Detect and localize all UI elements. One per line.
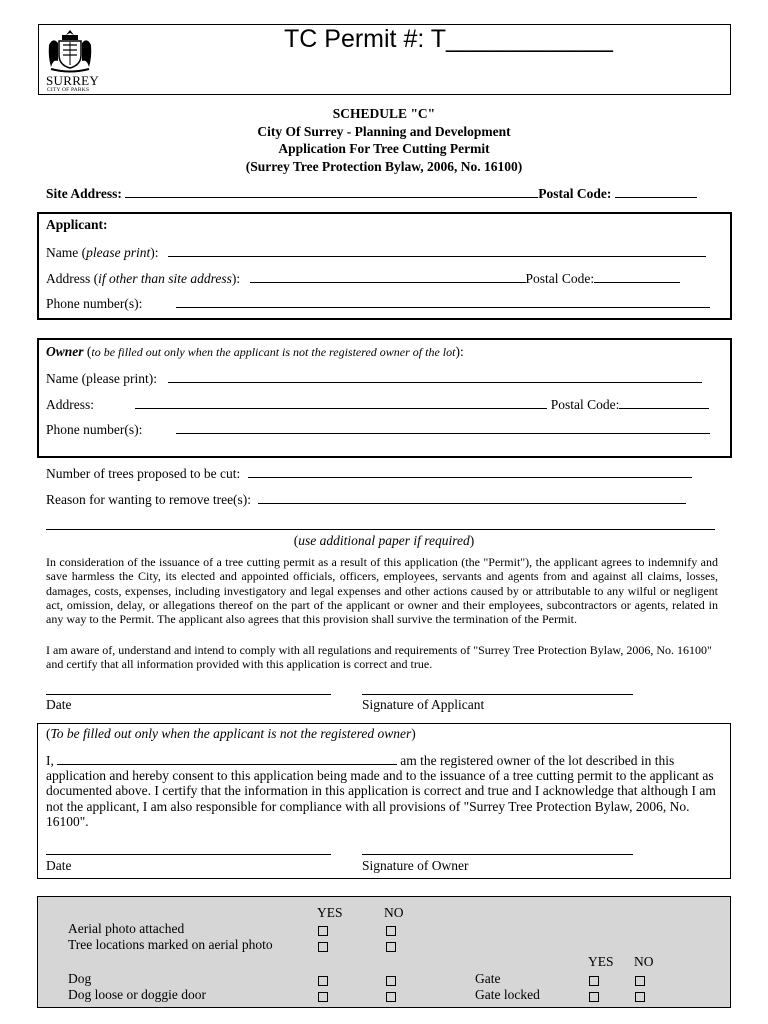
- no-header-right: NO: [634, 954, 654, 969]
- dog-loose-no-checkbox[interactable]: [386, 992, 396, 1002]
- paper-note-text: use additional paper if required: [298, 533, 470, 548]
- tree-locations-yes-checkbox[interactable]: [318, 942, 328, 952]
- owner-phone-row: [46, 420, 710, 438]
- owner-box: [37, 338, 732, 458]
- checklist-item-tree-locations: Tree locations marked on aerial photo: [68, 937, 273, 952]
- applicant-phone-label: Phone number(s):: [46, 296, 143, 311]
- checklist-item-dog: Dog: [68, 971, 92, 986]
- owner-consent-statement: [46, 751, 722, 829]
- owner-note-open: (: [83, 344, 92, 359]
- indemnity-paragraph: In consideration of the issuance of a tree cutting permit as a result of this application (the "Permit"), the applicant agrees to indemnify and save harmless the City, its elected and appointed officials, officers, employees, servants and agents from and against all claims, losses, damages, costs, expenses, including investigatory and legal expenses and other actions caused by or attributable to any wilful or negligent act, omission, delay, or allegations thereof on the part of the applicant or owner and their employees, subcontractors or agents, related in any way to the Permit. The applicant also agrees that this provision shall survive the termination of the Permit.: [46, 555, 718, 627]
- owner-postal-field[interactable]: [619, 395, 709, 409]
- applicant-phone-row: [46, 294, 710, 312]
- checklist-item-gate: Gate: [475, 971, 501, 986]
- applicant-heading: Applicant:: [46, 217, 108, 232]
- gate-locked-no-checkbox[interactable]: [635, 992, 645, 1002]
- gate-locked-yes-checkbox[interactable]: [589, 992, 599, 1002]
- owner-name-label: Name (please print):: [46, 371, 157, 386]
- applicant-address-colon: ):: [231, 271, 241, 286]
- owner-consent-box: [37, 723, 731, 879]
- site-address-field[interactable]: [125, 184, 538, 198]
- applicant-name-field[interactable]: [168, 243, 706, 257]
- logo-subtext: CITY OF PARKS: [47, 87, 90, 93]
- applicant-postal-label: Postal Code:: [525, 271, 595, 286]
- site-postal-field[interactable]: [615, 184, 697, 198]
- owner-heading-row: [46, 344, 464, 360]
- yes-header-right: YES: [588, 954, 614, 969]
- dog-yes-checkbox[interactable]: [318, 976, 328, 986]
- tree-reason-extra-line[interactable]: [46, 517, 715, 530]
- applicant-address-field[interactable]: [250, 269, 526, 283]
- permit-number-label: TC Permit #: T____________: [284, 25, 613, 53]
- tree-count-label: Number of trees proposed to be cut:: [46, 466, 241, 481]
- owner-heading: Owner: [46, 344, 84, 359]
- owner-address-field[interactable]: [135, 395, 547, 409]
- office-checklist-box: [37, 896, 731, 1008]
- applicant-phone-field[interactable]: [176, 294, 710, 308]
- owner-note: to be filled out only when the applicant is not the registered owner of the lot: [91, 345, 456, 359]
- applicant-signature-label: Signature of Applicant: [362, 697, 485, 712]
- no-header-left: NO: [384, 905, 404, 920]
- owner-date-line[interactable]: [46, 854, 331, 855]
- paper-note-close: ): [469, 533, 475, 548]
- applicant-name-label: Name (: [46, 245, 87, 260]
- additional-paper-note: [0, 533, 768, 549]
- applicant-date-line[interactable]: [46, 694, 331, 695]
- aerial-photo-no-checkbox[interactable]: [386, 926, 396, 936]
- owner-name-row: [46, 369, 702, 387]
- paper-note-open: (: [293, 533, 299, 548]
- applicant-box: [37, 212, 732, 320]
- title-bylaw: (Surrey Tree Protection Bylaw, 2006, No. 16100): [245, 158, 523, 174]
- schedule-title: [0, 105, 768, 175]
- title-application: Application For Tree Cutting Permit: [278, 141, 490, 156]
- compliance-paragraph: I am aware of, understand and intend to comply with all regulations and requirements of "Surrey Tree Protection Bylaw, 2006, No. 16100" and certify that all information provided with this application is correct and true.: [46, 643, 712, 672]
- owner-phone-label: Phone number(s):: [46, 422, 143, 437]
- tree-count-field[interactable]: [248, 464, 692, 478]
- owner-name-field[interactable]: [168, 369, 702, 383]
- owner-address-label: Address:: [46, 397, 94, 412]
- consent-note-text: To be filled out only when the applicant is not the registered owner: [50, 726, 412, 741]
- owner-signature-label: Signature of Owner: [362, 858, 469, 873]
- checklist-item-gate-locked: Gate locked: [475, 987, 540, 1002]
- owner-address-row: [46, 395, 709, 413]
- applicant-name-hint: please print: [86, 245, 151, 260]
- applicant-postal-field[interactable]: [594, 269, 680, 283]
- yes-header-left: YES: [317, 905, 343, 920]
- applicant-name-colon: ):: [150, 245, 159, 260]
- owner-consent-note: [46, 726, 416, 742]
- site-address-row: [46, 184, 697, 202]
- consent-owner-name-field[interactable]: [57, 751, 397, 765]
- dog-loose-yes-checkbox[interactable]: [318, 992, 328, 1002]
- owner-phone-field[interactable]: [176, 420, 710, 434]
- owner-note-close: ):: [455, 344, 464, 359]
- applicant-address-hint: if other than site address: [98, 271, 232, 286]
- site-address-label: Site Address:: [46, 186, 122, 201]
- consent-statement-first: am the registered owner of the lot described in this: [400, 753, 675, 768]
- tree-reason-field[interactable]: [258, 490, 686, 504]
- city-crest-logo: [45, 27, 95, 73]
- permit-header-box: [38, 24, 731, 95]
- logo-text: SURREY: [46, 73, 100, 88]
- checklist-item-aerial-photo: Aerial photo attached: [68, 921, 185, 936]
- tree-reason-row: [46, 490, 686, 508]
- owner-postal-label: Postal Code:: [550, 397, 620, 412]
- tree-locations-no-checkbox[interactable]: [386, 942, 396, 952]
- title-department: City Of Surrey - Planning and Development: [257, 123, 511, 139]
- applicant-date-label: Date: [46, 697, 72, 712]
- consent-i-label: I,: [46, 753, 54, 768]
- consent-statement-rest: application and hereby consent to this application being made and to the issuance of a tree cutting permit to the applicant as documented above. I certify that the information in this application is correct and true and I acknowledge that although I am not the applicant, I am also responsible for compliance with all provisions of "Surrey Tree Protection Bylaw, 2006, No. 16100".: [46, 768, 716, 829]
- aerial-photo-yes-checkbox[interactable]: [318, 926, 328, 936]
- owner-date-label: Date: [46, 858, 72, 873]
- gate-yes-checkbox[interactable]: [589, 976, 599, 986]
- dog-no-checkbox[interactable]: [386, 976, 396, 986]
- site-postal-label: Postal Code:: [538, 186, 612, 201]
- tree-reason-label: Reason for wanting to remove tree(s):: [46, 492, 252, 507]
- tree-count-row: [46, 464, 692, 482]
- consent-note-open: (: [46, 726, 51, 741]
- applicant-address-label: Address (: [46, 271, 99, 286]
- consent-note-close: ): [411, 726, 416, 741]
- applicant-signature-line[interactable]: [362, 694, 633, 695]
- applicant-address-row: [46, 269, 680, 287]
- applicant-name-row: [46, 243, 706, 261]
- owner-signature-line[interactable]: [362, 854, 633, 855]
- title-schedule: SCHEDULE "C": [332, 106, 436, 121]
- gate-no-checkbox[interactable]: [635, 976, 645, 986]
- checklist-item-dog-loose: Dog loose or doggie door: [68, 987, 206, 1002]
